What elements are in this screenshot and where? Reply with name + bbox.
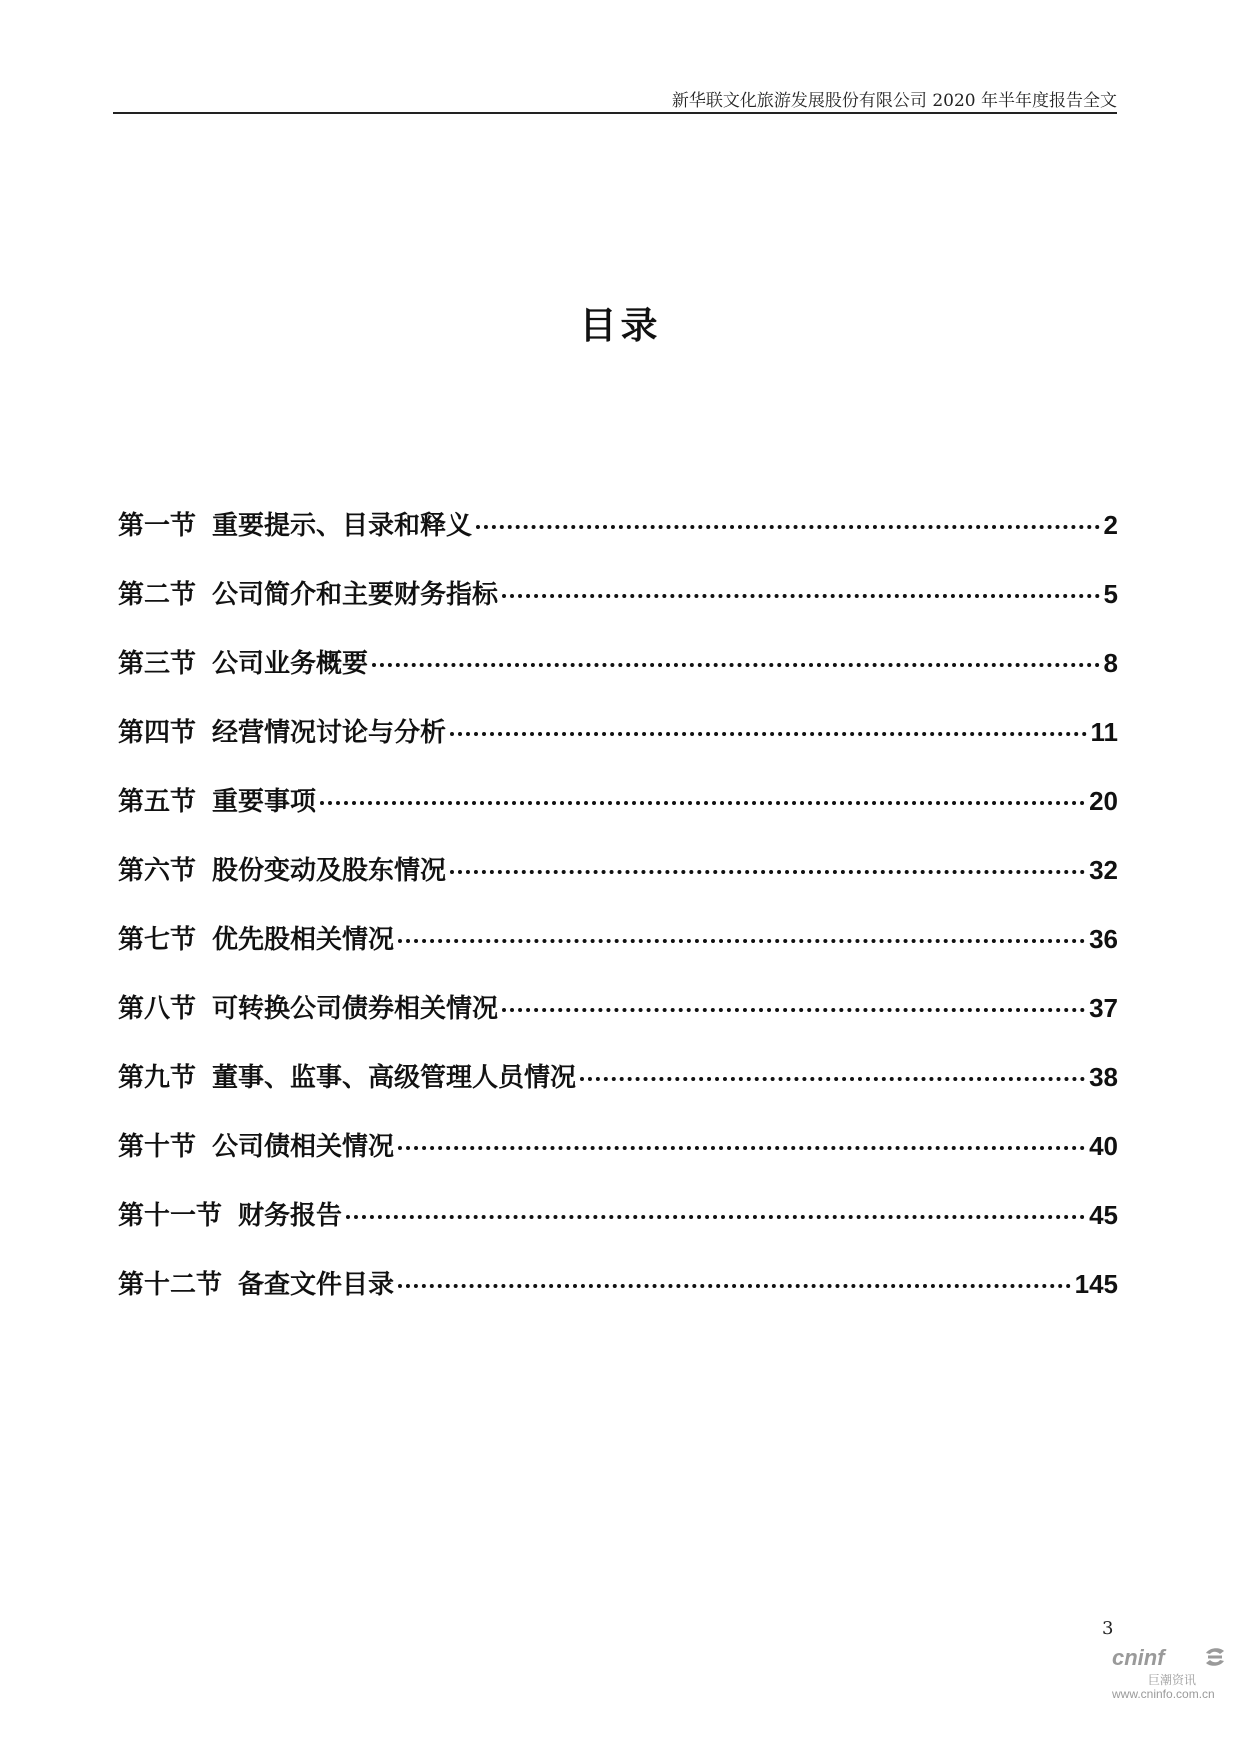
toc-entry[interactable] xyxy=(118,1057,1118,1126)
toc-entry[interactable] xyxy=(118,919,1118,988)
toc-section-number: 第十二节 xyxy=(118,1270,223,1300)
table-of-contents xyxy=(118,505,1118,1333)
watermark-chinese: 巨潮资讯 xyxy=(1148,1673,1197,1687)
toc-dot-leader xyxy=(398,1284,1071,1288)
toc-section-number: 第一节 xyxy=(118,511,197,541)
toc-page-number: 38 xyxy=(1089,1062,1118,1092)
toc-section-title: 公司简介和主要财务指标 xyxy=(212,580,499,610)
toc-section-number: 第六节 xyxy=(118,856,197,886)
toc-section-title: 董事、监事、高级管理人员情况 xyxy=(212,1063,577,1093)
header-divider xyxy=(113,112,1117,114)
toc-dot-leader xyxy=(398,1146,1085,1150)
toc-dot-leader xyxy=(450,870,1085,874)
toc-dot-leader xyxy=(502,1008,1085,1012)
toc-dot-leader xyxy=(450,732,1086,736)
toc-entry[interactable] xyxy=(118,712,1118,781)
toc-section-number: 第八节 xyxy=(118,994,197,1024)
toc-section-number: 第二节 xyxy=(118,580,197,610)
toc-entry[interactable] xyxy=(118,1195,1118,1264)
toc-entry[interactable] xyxy=(118,1264,1118,1333)
toc-entry[interactable] xyxy=(118,781,1118,850)
toc-entry[interactable] xyxy=(118,850,1118,919)
toc-section-number: 第十一节 xyxy=(118,1201,223,1231)
toc-page-number: 20 xyxy=(1089,786,1118,816)
toc-entry[interactable] xyxy=(118,988,1118,1057)
page-number: 3 xyxy=(1102,1618,1114,1639)
toc-dot-leader xyxy=(476,525,1100,529)
toc-page-number: 11 xyxy=(1090,717,1118,747)
page-title: 目录 xyxy=(579,304,662,347)
toc-section-title: 重要提示、目录和释义 xyxy=(212,511,473,541)
toc-dot-leader xyxy=(580,1077,1085,1081)
toc-dot-leader xyxy=(320,801,1085,805)
toc-dot-leader xyxy=(398,939,1085,943)
toc-section-title: 股份变动及股东情况 xyxy=(212,856,447,886)
toc-page-number: 37 xyxy=(1089,993,1118,1023)
cninfo-watermark xyxy=(1112,1645,1232,1725)
toc-section-number: 第九节 xyxy=(118,1063,197,1093)
toc-page-number: 45 xyxy=(1089,1200,1118,1230)
toc-page-number: 40 xyxy=(1089,1131,1118,1161)
toc-section-title: 公司业务概要 xyxy=(212,649,369,679)
toc-section-title: 可转换公司债券相关情况 xyxy=(212,994,499,1024)
toc-dot-leader xyxy=(372,663,1100,667)
toc-section-title: 优先股相关情况 xyxy=(212,925,395,955)
toc-entry[interactable] xyxy=(118,1126,1118,1195)
toc-section-title: 经营情况讨论与分析 xyxy=(212,718,447,748)
toc-entry[interactable] xyxy=(118,643,1118,712)
toc-page-number: 8 xyxy=(1103,648,1118,678)
toc-page-number: 36 xyxy=(1089,924,1118,954)
toc-page-number: 5 xyxy=(1103,579,1118,609)
toc-section-title: 公司债相关情况 xyxy=(212,1132,395,1162)
toc-entry[interactable] xyxy=(118,574,1118,643)
toc-section-number: 第七节 xyxy=(118,925,197,955)
watermark-brand: cninf xyxy=(1112,1645,1165,1670)
toc-section-number: 第三节 xyxy=(118,649,197,679)
toc-section-title: 财务报告 xyxy=(238,1201,343,1231)
toc-dot-leader xyxy=(346,1215,1085,1219)
watermark-url: www.cninfo.com.cn xyxy=(1112,1687,1215,1701)
running-header: 新华联文化旅游发展股份有限公司 2020 年半年度报告全文 xyxy=(671,91,1117,111)
toc-section-title: 备查文件目录 xyxy=(238,1270,395,1300)
toc-dot-leader xyxy=(502,594,1100,598)
toc-section-number: 第五节 xyxy=(118,787,197,817)
toc-page-number: 32 xyxy=(1089,855,1118,885)
toc-page-number: 145 xyxy=(1074,1269,1118,1299)
toc-section-title: 重要事项 xyxy=(212,787,317,817)
toc-section-number: 第十节 xyxy=(118,1132,197,1162)
cninfo-logo-icon xyxy=(1202,1645,1228,1669)
toc-page-number: 2 xyxy=(1103,510,1118,540)
toc-entry[interactable] xyxy=(118,505,1118,574)
toc-section-number: 第四节 xyxy=(118,718,197,748)
